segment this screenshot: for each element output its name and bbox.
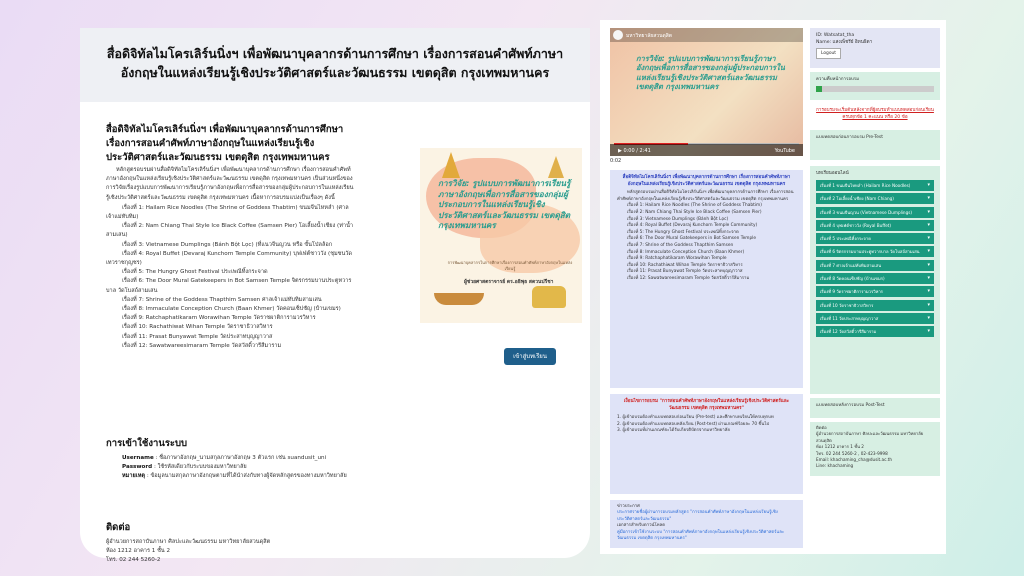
right-contact-heading: ติดต่อ [816,425,827,430]
temple-icon [442,152,460,178]
tuktuk-icon [532,286,566,308]
lesson-button[interactable] [816,233,934,244]
lessons-box [810,166,940,394]
contact-line: ผู้อำนวยการสถาบันภาษา ศิลปะและวัฒนธรรม มหาวิทยาลัยสวนดุสิต [816,431,924,443]
chevron-down-icon: ▾ [927,301,930,308]
notice-block [610,394,803,494]
news-heading: ข่าวประกาศ [617,504,640,509]
channel-avatar [613,30,623,40]
chevron-down-icon: ▾ [927,182,930,188]
video-top-bar [610,28,803,42]
contact-line: Email: khachaming_cha@dusit.ac.th [816,457,893,463]
lesson-item: เรื่องที่ 3: Vietnamese Dumplings (Bánh Bột Lọc) (ที่แนวจีนญวน หรือ ขั้นโบ๋ลล้อก [122,241,333,248]
lesson-item: เรื่องที่ 9: Ratchaphatikaram Worawihan Temple วัดราชผาติการามวรวิหาร [122,315,316,322]
lesson-button-label: เรื่องที่ 2 โอเลี้ยงน้ำเชียง (Nam Chiang) [820,196,894,202]
chevron-down-icon: ▾ [927,221,930,228]
notice-item: 1. ผู้เข้าอบรมต้องทำแบบทดสอบก่อนเรียน (Pre-test) และศึกษาบทเรียนให้ครบทุกบท [617,415,774,421]
contact-heading: ติดต่อ [106,522,131,533]
lesson-button[interactable] [816,326,934,337]
user-profile [810,28,940,68]
posttest-link[interactable]: แบบทดสอบหลังการอบรม Post-Test [810,398,940,418]
lesson-button-label: เรื่องที่ 10 วัดราชาธิวาสวิหาร [820,302,874,308]
content-item: เรื่องที่ 1: Hailam Rice Noodles (The Shrine of Goddess Thabtim) [627,203,762,209]
course-dashboard-panel [600,20,946,554]
usage-row-password: Password : ใช้รหัสเดียวกับระบบของมหาวิทยาลัย [122,464,247,470]
video-controls [610,144,803,156]
chevron-down-icon: ▾ [927,195,930,202]
enter-lesson-button[interactable]: เข้าสู่บทเรียน [504,348,556,365]
lesson-button[interactable] [816,273,934,284]
lesson-item: เรื่องที่ 6: The Door Mural Gatekeepers in Bot Samsen Temple จิตรกรรมบานประตูทวารบาล วัดโบสถ์สามเสน [106,278,352,294]
content-item: เรื่องที่ 3: Vietnamese Dumplings (Bánh Bột Lọc) [627,216,729,222]
chevron-down-icon: ▾ [927,248,930,255]
lesson-button-label: เรื่องที่ 4 บุฟเฟ่ต์ชาววัง (Royal Buffet) [820,222,892,228]
lesson-button-label: เรื่องที่ 5 ประเพณีทิ้งกระจาด [820,236,871,242]
lesson-button[interactable] [816,246,934,257]
content-item: เรื่องที่ 8: Immaculate Conception Church (Baan Khmer) [627,249,745,255]
content-item: เรื่องที่ 2: Nam Chiang Thai Style Ice Black Coffee (Samsen Pier) [627,209,762,215]
content-intro: หลักสูตรอบรมผ่านสื่อดิจิทัลไมโครเลิร์นนิ่งฯ เพื่อพัฒนาบุคลากรด้านการศึกษา เรื่องการสอนคำศัพท์ภาษาอังกฤษในแหล่งเรียนรู้เชิงประวัติศาสตร์และวัฒนธรรม เขตดุสิต กรุงเทพมหานคร [617,190,794,202]
lesson-button[interactable] [816,207,934,218]
content-item: เรื่องที่ 4: Royal Buffet (Devaraj Kunchorn Temple Community) [627,223,758,229]
progress-label: ความคืบหน้าการอบรม [816,77,860,82]
lesson-button[interactable] [816,313,934,324]
lesson-button[interactable] [816,286,934,297]
logout-button[interactable]: Logout [816,48,841,59]
content-item: เรื่องที่ 7: Shrine of the Goddess Thapthim Samsen [627,242,734,248]
notice-title: เงื่อนไขการอบรม "การสอนคำศัพท์ภาษาอังกฤษในแหล่งเรียนรู้เชิงประวัติศาสตร์และวัฒนธรรม เขตดุสิต กรุงเทพมหานคร" [623,399,790,411]
chevron-down-icon: ▾ [927,288,930,295]
usage-row-note: หมายเหตุ : ข้อมูลนามสกุลภาษาอังกฤษตามที่ได้นำส่งกับทางผู้จัดหลักสูตรของทางมหาวิทยาลัย [122,473,347,479]
manual-link[interactable]: คู่มือการเข้าใช้งานระบบ "การสอนคำศัพท์ภาษาอังกฤษในแหล่งเรียนรู้เชิงประวัติศาสตร์และวัฒนธรรม เขตดุสิต กรุงเทพมหานคร" [617,529,785,542]
lesson-item: เรื่องที่ 10: Rachathiwat Wihan Temple วัดราชาธิวาสวิหาร [122,324,273,331]
right-contact [810,422,940,476]
lesson-item: เรื่องที่ 12: Sawatwareesimaram Temple วัดสวัสดิ์วารีสีมาราม [122,342,282,349]
chevron-down-icon: ▾ [927,261,930,268]
video-time: ▶ 0:00 / 2:41 [618,148,651,154]
contact-line: Line: khachaming [816,463,854,469]
training-progress [810,72,940,100]
content-item: เรื่องที่ 10: Rachathiwat Wihan Temple วัดราชาธิวาสวิหาร [627,262,743,268]
pretest-link[interactable]: แบบทดสอบก่อนการอบรม Pre-Test [810,130,940,160]
lesson-button-label: เรื่องที่ 7 ศาลเจ้าแม่ทับทิมสามเสน [820,262,882,268]
lesson-item: เรื่องที่ 4: Royal Buffet (Devaraj Kunchorn Temple Community) บุฟเฟ่ต์ชาววัง (ชุมชนวัดเทวราชกุญชร) [106,250,353,267]
lesson-list [106,204,356,351]
lesson-button-label: เรื่องที่ 8 วัดคอนเซ็ปชัญ (บ้านเขมร) [820,276,885,282]
user-id: ID: Watsatat_tha [816,33,855,38]
content-item: เรื่องที่ 11: Prasat Bunyawat Temple วัดประสาทบุญญาวาส [627,269,743,275]
lesson-button[interactable] [816,260,934,271]
course-header [80,28,590,102]
boat-icon [434,293,484,305]
lesson-button-label: เรื่องที่ 6 จิตรกรรมบานประตูทวารบาล วัดโบสถ์สามเสน [820,249,920,255]
chevron-down-icon: ▾ [927,235,930,242]
course-description [106,166,356,351]
lesson-button-label: เรื่องที่ 1 ขนมจีนไหหลำ (Hailam Rice Noodles) [820,183,911,188]
course-intro: หลักสูตรอบรมผ่านสื่อดิจิทัลไมโครเลิร์นนิ่งฯ เพื่อพัฒนาบุคลากรด้านการศึกษา เรื่องการสอนคำศัพท์ภาษาอังกฤษในแหล่งเรียนรู้เชิงประวัติศาสตร์และวัฒนธรรม เขตดุสิต กรุงเทพมหานคร เป็นส่วนหนึ่งของการวิจัยเรื่องรูปแบบการพัฒนาการเรียนรู้ภาษาอังกฤษเพื่อการสื่อสารของกลุ่มผู้ประกอบการในแหล่งเรียนรู้เชิงประวัติศาสตร์และวัฒนธรรม เขตดุสิต กรุงเทพมหานคร เนื้อหาการอบรมแบ่งเป็นเรื่องๆ ดังนี้ [106,167,354,201]
contact-info [106,538,356,565]
lesson-item: เรื่องที่ 5: The Hungry Ghost Festival ประเพณีทิ้งกระจาด [122,269,268,276]
content-item: เรื่องที่ 9: Ratchaphatikaram Worawihan Temple [627,256,727,262]
lesson-button[interactable] [816,300,934,311]
temple-icon [548,156,564,178]
course-title: สื่อดิจิทัลไมโครเลิร์นนิ่งฯ เพื่อพัฒนาบุคลากรด้านการศึกษา เรื่องการสอนคำศัพท์ภาษาอังกฤษในแหล่งเรียนรู้เชิงประวัติศาสตร์และวัฒนธรรม เขตดุสิต กรุงเทพมหานคร [106,46,564,80]
progress-bar [816,86,934,92]
lesson-item: เรื่องที่ 2: Nam Chiang Thai Style Ice Black Coffee (Samsen Pier) โอเลี้ยงน้ำเชียง (ท่าน้ำสามเสน) [106,223,354,239]
course-poster-image [420,148,582,323]
channel-name: มหาวิทยาลัยสวนดุสิต [626,33,673,39]
course-overview-card [80,28,590,563]
chevron-down-icon: ▾ [927,275,930,282]
lesson-button-label: เรื่องที่ 11 วัดประสาทบุญญาวาส [820,315,879,321]
content-item: เรื่องที่ 6: The Door Mural Gatekeepers in Bot Samsen Temple [627,236,757,242]
contact-line: โทร. 02 244 5260-2 , 02-423-9998 [816,450,888,456]
notice-item: 3. ผู้เข้าอบรมที่ผ่านเกณฑ์จะได้รับเกียรติบัตรจากมหาวิทยาลัย [617,428,730,434]
lesson-button-label: เรื่องที่ 3 ขนมจีนญวน (Vietnamese Dumplings) [820,209,913,215]
lesson-button-label: เรื่องที่ 12 วัดสวัสดิ์วารีสีมาราม [820,329,877,335]
poster-title: การวิจัย: รูปแบบการพัฒนาการเรียนรู้ภาษาอังกฤษเพื่อการสื่อสารของกลุ่มผู้ประกอบการในแหล่งเรียนรู้เชิงประวัติศาสตร์และวัฒนธรรม เขตดุสิต กรุงเทพมหานคร [438,178,571,231]
news-link[interactable]: ประกาศรายชื่อผู้ผ่านการอบรมหลักสูตร "การสอนคำศัพท์ภาษาอังกฤษในแหล่งเรียนรู้เชิงประวัติศาสตร์และวัฒนธรรม" [617,510,778,522]
user-name: Name: แสงเพ็ชรีย์ อิทนธิดา [816,40,873,45]
usage-heading: การเข้าใช้งานระบบ [106,438,188,449]
lesson-button-label: เรื่องที่ 9 วัดราชผาติการามวรวิหาร [820,289,883,295]
download-heading: เอกสารสำหรับดาวน์โหลด [617,523,666,529]
lesson-button[interactable] [816,180,934,191]
contact-line: ห้อง 1212 อาคาร 1 ชั้น 2 [106,548,171,554]
content-item: เรื่องที่ 12: Sawatwareesimaram Temple วัดสวัสดิ์วารีสีมาราม [627,275,750,281]
news-block [610,500,803,548]
usage-info [106,454,356,481]
lesson-item: เรื่องที่ 7: Shrine of the Goddess Thapthim Samsen ศาลเจ้าแม่ทับทิมสามเสน [122,296,322,303]
lesson-button[interactable] [816,220,934,231]
video-title: การวิจัย: รูปแบบการพัฒนาการเรียนรู้ภาษาอังกฤษเพื่อการสื่อสารของกลุ่มผู้ประกอบการในแหล่งเรียนรู้เชิงประวัติศาสตร์และวัฒนธรรม เขตดุสิต กรุงเทพมหานคร [636,54,785,92]
chevron-down-icon: ▾ [927,328,930,335]
content-block [610,170,803,388]
lesson-button[interactable] [816,193,934,204]
notice-item: 2. ผู้เข้าอบรมต้องทำแบบทดสอบหลังเรียน (Post-test) ผ่านเกณฑ์ร้อยละ 70 ขึ้นไป [617,421,770,427]
lessons-heading: บทเรียนออนไลน์ [816,171,849,176]
chevron-down-icon: ▾ [927,208,930,215]
contact-line: ห้อง 1212 อาคาร 1 ชั้น 2 [816,444,864,450]
youtube-logo[interactable]: YouTube [774,148,795,154]
contact-line: ผู้อำนวยการสถาบันภาษา ศิลปะและวัฒนธรรม มหาวิทยาลัยสวนดุสิต [106,539,271,545]
content-item: เรื่องที่ 5: The Hungry Ghost Festival ประเพณีทิ้งกระจาด [627,229,739,235]
video-player[interactable] [610,28,803,156]
content-title: สื่อดิจิทัลไมโครเลิร์นนิ่งฯ เพื่อพัฒนาบุคลากรด้านการศึกษา เรื่องการสอนคำศัพท์ภาษาอังกฤษในแหล่งเรียนรู้เชิงประวัติศาสตร์และวัฒนธรรม เขตดุสิต กรุงเทพมหานคร [622,175,791,187]
poster-author: ผู้ช่วยศาสตราจารย์ ดร.อธิพุธ สดวนปรีชา [464,279,554,285]
contact-line: โทร. 02 244 5260-2 [106,557,161,563]
lesson-item: เรื่องที่ 11: Prasat Bunyawat Temple วัดประสาทบุญญาวาส [122,333,273,340]
lesson-item: เรื่องที่ 1: Hailam Rice Noodles (The Shrine of Goddess Thabtim) ขนมจีนไหหลำ (ศาลเจ้าแม่ทับทิม) [106,204,349,221]
chevron-down-icon: ▾ [927,314,930,321]
poster-subtitle: การพัฒนาบุคลากรในการศึกษาเรื่องการสอนคำศัพท์ภาษาอังกฤษในแหล่งเรียนรู้ [447,260,573,271]
start-condition-link[interactable]: การอบรมจะเริ่มต้นหลังจากที่ผู้อบรมทำแบบทดสอบก่อนเรียนครบทุกข้อ 1 คะแนน หรือ 20 ข้อ [810,104,940,126]
video-caption: 0:02 [610,158,622,164]
course-body-title: สื่อดิจิทัลไมโครเลิร์นนิ่งฯ เพื่อพัฒนาบุคลากรด้านการศึกษา เรื่องการสอนคำศัพท์ภาษาอังกฤษในแหล่งเรียนรู้เชิงประวัติศาสตร์และวัฒนธรรม เขตดุสิต กรุงเทพมหานคร [106,124,344,163]
lesson-item: เรื่องที่ 8: Immaculate Conception Church (Baan Khmer) วัดคอนเซ็ปชัญ (บ้านเขมร) [122,306,341,313]
usage-row-username: Username : ชื่อภาษาอังกฤษ_นามสกุลภาษาอังกฤษ 3 ตัวแรก เช่น suandusit_uni [122,455,327,461]
